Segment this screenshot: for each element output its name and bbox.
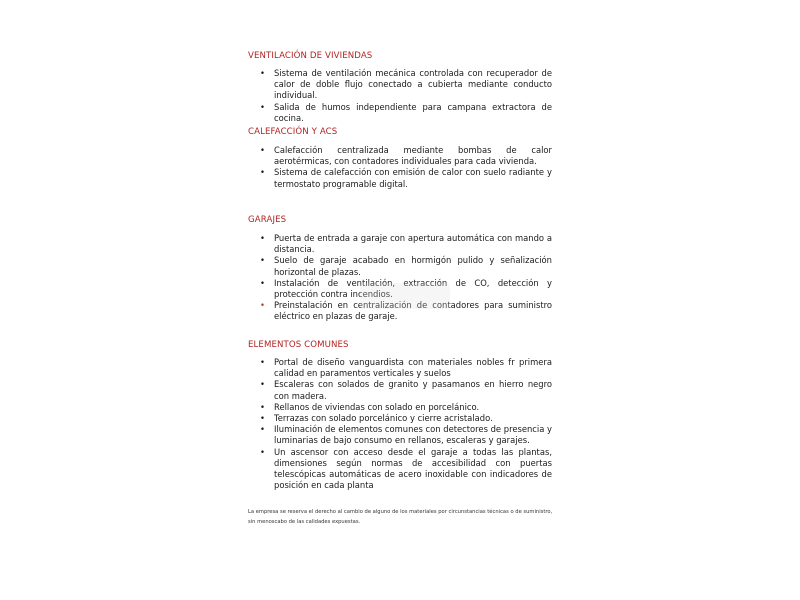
list-item-text: Rellanos de viviendas con solado en porcelánico.: [274, 401, 480, 412]
bullet-icon: •: [260, 446, 265, 457]
list-item-text: Preinstalación en centralización de contadores para suministro eléctrico en plazas de garaje.: [274, 300, 552, 322]
bullet-icon: •: [260, 379, 265, 390]
list-item: [258, 145, 552, 167]
list-item-text: Un ascensor con acceso desde el garaje a todas las plantas, dimensiones según normas de accesibilidad con puertas telescópicas automáticas de acero inoxidable con indicadores de posición en cada planta: [274, 446, 552, 491]
list-item: [258, 413, 552, 424]
bullet-icon: •: [260, 255, 265, 266]
watermark-logo: [360, 283, 450, 309]
section-title-elementos-comunes: ELEMENTOS COMUNES: [248, 340, 349, 350]
list-item: [258, 357, 552, 379]
list-elementos-comunes: [258, 357, 552, 491]
list-item-text: Sistema de ventilación mecánica controlada con recuperador de calor de doble flujo conectado a cubierta mediante conducto individual.: [274, 68, 552, 101]
bullet-icon: •: [260, 357, 265, 367]
list-item-text: Suelo de garaje acabado en hormigón pulido y señalización horizontal de plazas.: [274, 255, 552, 277]
list-item-text: Terrazas con solado porcelánico y cierre acristalado.: [274, 413, 493, 424]
list-item: [258, 255, 552, 277]
list-item: [258, 68, 552, 102]
list-item-text: Iluminación de elementos comunes con detectores de presencia y luminarias de bajo consumo en rellanos, escaleras y garajes.: [274, 424, 552, 446]
bullet-icon: •: [260, 167, 265, 178]
footer-disclaimer: La empresa se reserva el derecho al cambio de alguno de los materiales por circunstancias técnicas o de suministro, sin menoscabo de las calidades expuestas.: [248, 509, 553, 526]
list-item-text: Instalación de ventilación, extracción de CO, detección y protección contra incendios.: [274, 277, 552, 300]
list-item-text: Escaleras con solados de granito y pasamanos en hierro negro con madera.: [274, 379, 552, 401]
list-item-text: Sistema de calefacción con emisión de calor con suelo radiante y termostato programable digital.: [274, 167, 552, 189]
section-title-ventilacion: VENTILACIÓN DE VIVIENDAS: [248, 51, 373, 61]
bullet-icon: •: [260, 424, 265, 435]
list-calefaccion: [258, 145, 552, 190]
list-item: [258, 447, 552, 492]
bullet-icon: •: [260, 145, 265, 155]
list-item-text: Puerta de entrada a garaje con apertura automática con mando a distancia.: [274, 233, 552, 255]
section-title-calefaccion: CALEFACCIÓN Y ACS: [248, 127, 338, 137]
list-item: [258, 424, 552, 446]
list-item-text: Portal de diseño vanguardista con materiales nobles fr primera calidad en paramentos verticales y suelos: [274, 357, 552, 379]
bullet-icon: •: [260, 401, 265, 412]
list-item-text: Calefacción centralizada mediante bombas de calor aerotérmicas, con contadores individuales para cada vivienda.: [274, 145, 552, 167]
list-item: [258, 379, 552, 401]
bullet-icon: •: [260, 68, 265, 78]
list-item: [258, 233, 552, 255]
list-item: [258, 167, 552, 189]
section-title-garajes: GARAJES: [248, 215, 287, 225]
list-ventilacion: [258, 68, 552, 124]
list-item: [258, 102, 552, 124]
bullet-icon: •: [260, 300, 265, 311]
bullet-icon: •: [260, 277, 265, 288]
bullet-icon: •: [260, 101, 265, 112]
list-garajes: [258, 233, 552, 323]
list-item-text: Salida de humos independiente para campana extractora de cocina.: [274, 101, 552, 123]
list-item: [258, 402, 552, 413]
bullet-icon: •: [260, 413, 265, 424]
bullet-icon: •: [260, 233, 265, 243]
